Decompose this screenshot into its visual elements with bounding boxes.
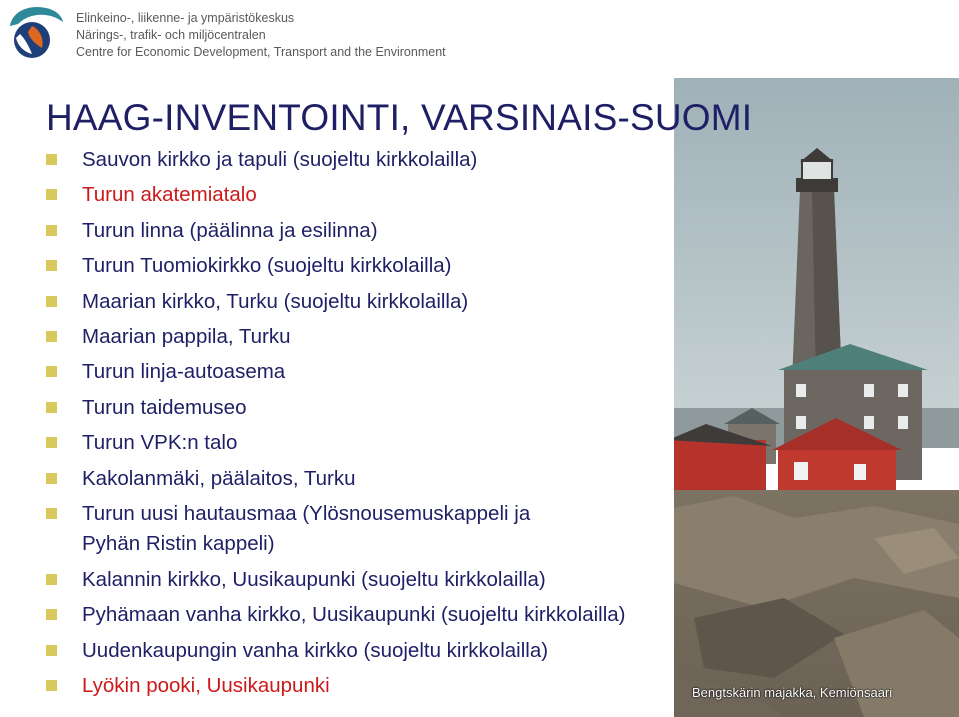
list-item: Maarian pappila, Turku xyxy=(46,319,626,354)
list-item: Turun linna (päälinna ja esilinna) xyxy=(46,213,626,248)
bullet-square-icon xyxy=(46,260,57,271)
list-item: Uudenkaupungin vanha kirkko (suojeltu kirkkolailla) xyxy=(46,633,626,668)
list-item: Kalannin kirkko, Uusikaupunki (suojeltu kirkkolailla) xyxy=(46,562,626,597)
list-item: Turun Tuomiokirkko (suojeltu kirkkolailla) xyxy=(46,248,626,283)
bullet-square-icon xyxy=(46,331,57,342)
list-item: Turun linja-autoasema xyxy=(46,354,626,389)
list-item: Turun taidemuseo xyxy=(46,390,626,425)
site-list xyxy=(46,142,626,704)
bullet-square-icon xyxy=(46,473,57,484)
slide-title: HAAG-INVENTOINTI, VARSINAIS-SUOMI xyxy=(46,97,753,138)
bullet-square-icon xyxy=(46,189,57,200)
bullet-square-icon xyxy=(46,609,57,620)
lighthouse-photo xyxy=(674,78,959,717)
agency-name-finnish: Elinkeino-, liikenne- ja ympäristökeskus xyxy=(76,11,295,25)
list-item: Turun VPK:n talo xyxy=(46,425,626,460)
bullet-square-icon xyxy=(46,645,57,656)
list-item: Kakolanmäki, päälaitos, Turku xyxy=(46,461,626,496)
bullet-square-icon xyxy=(46,437,57,448)
list-item: Turun uusi hautausmaa (Ylösnousemuskappeli ja Pyhän Ristin kappeli) xyxy=(46,496,626,562)
agency-name-english: Centre for Economic Development, Transport and the Environment xyxy=(76,45,446,59)
list-item: Lyökin pooki, Uusikaupunki xyxy=(46,668,626,703)
bullet-square-icon xyxy=(46,680,57,691)
bullet-square-icon xyxy=(46,574,57,585)
bullet-square-icon xyxy=(46,225,57,236)
agency-name-swedish: Närings-, trafik- och miljöcentralen xyxy=(76,28,266,42)
bullet-square-icon xyxy=(46,366,57,377)
bullet-square-icon xyxy=(46,296,57,307)
list-item: Turun akatemiatalo xyxy=(46,177,626,212)
bullet-square-icon xyxy=(46,402,57,413)
list-item: Sauvon kirkko ja tapuli (suojeltu kirkkolailla) xyxy=(46,142,626,177)
agency-name xyxy=(76,10,446,61)
ely-centre-logo-icon xyxy=(6,4,64,62)
list-item: Pyhämaan vanha kirkko, Uusikaupunki (suojeltu kirkkolailla) xyxy=(46,597,626,632)
bullet-square-icon xyxy=(46,154,57,165)
photo-caption: Bengtskärin majakka, Kemiönsaari xyxy=(692,685,893,700)
list-item: Maarian kirkko, Turku (suojeltu kirkkolailla) xyxy=(46,284,626,319)
bullet-square-icon xyxy=(46,508,57,519)
